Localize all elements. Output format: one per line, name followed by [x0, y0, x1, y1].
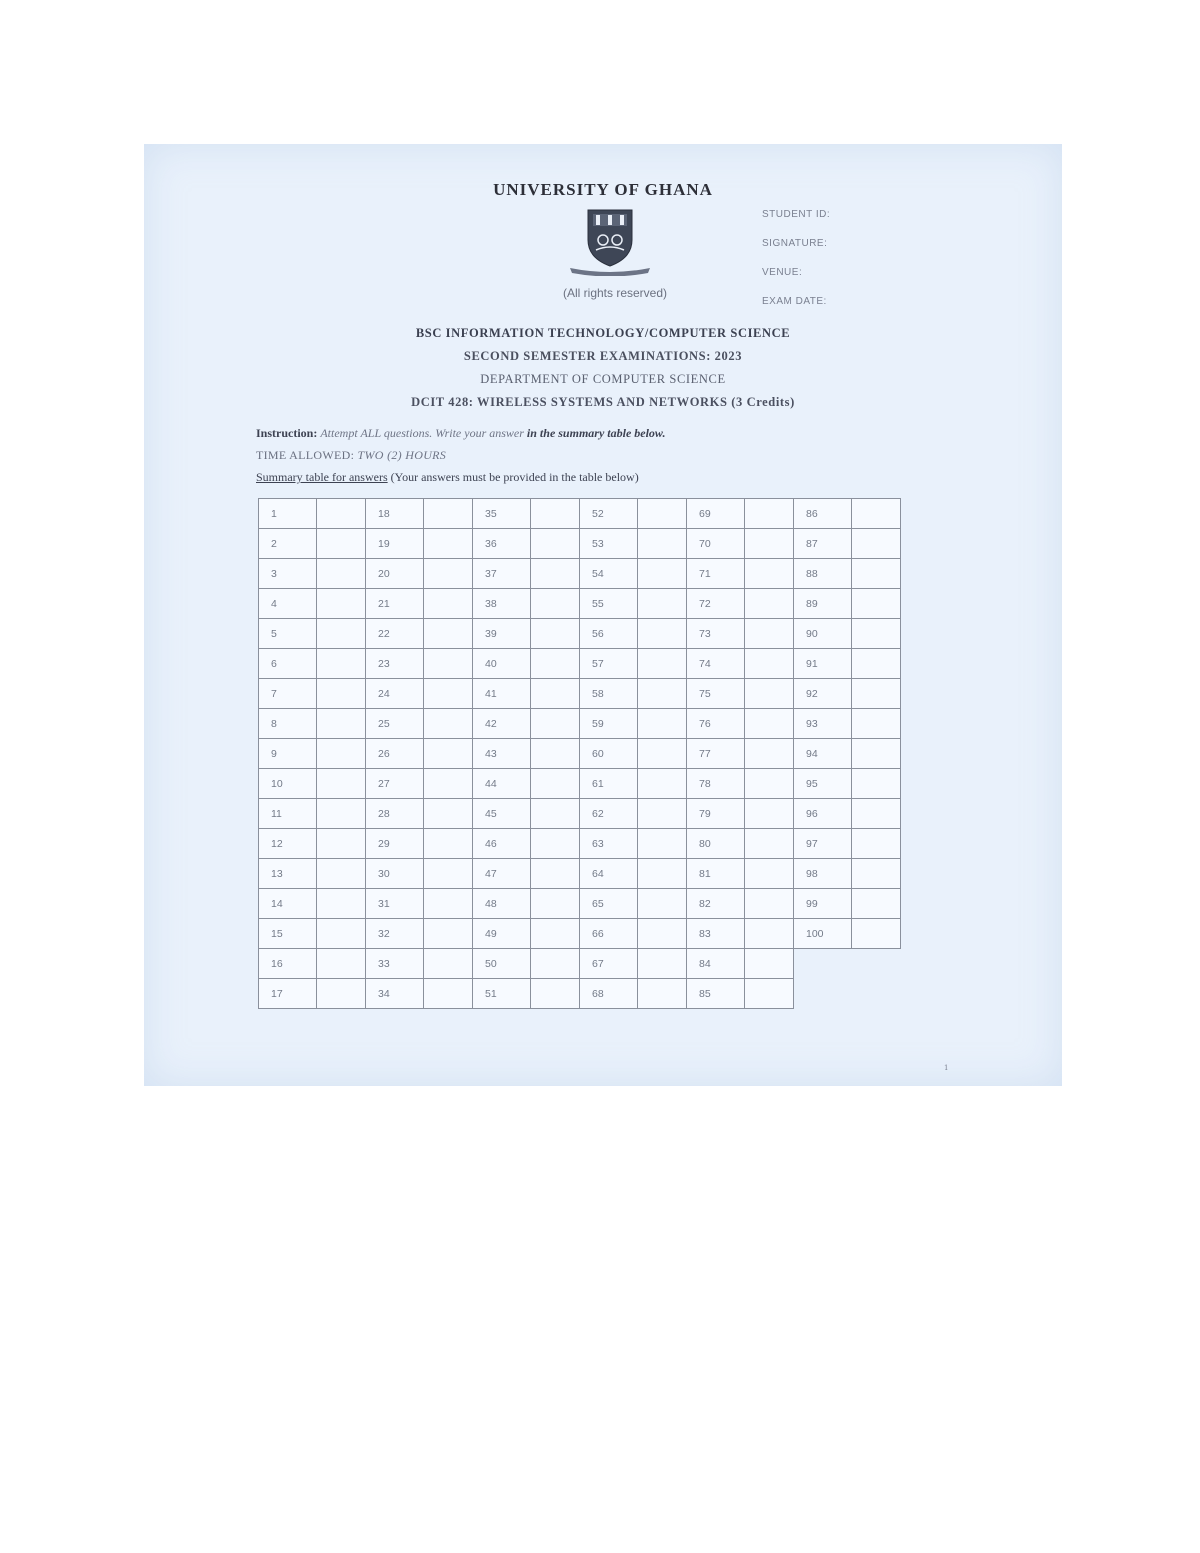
question-number: 17: [259, 979, 317, 1009]
question-number: 78: [687, 769, 745, 799]
table-row: [259, 889, 901, 919]
question-number: 79: [687, 799, 745, 829]
answer-cell[interactable]: [424, 889, 473, 919]
answer-cell[interactable]: [852, 709, 901, 739]
answer-cell[interactable]: [745, 979, 794, 1009]
question-number: 76: [687, 709, 745, 739]
answer-cell[interactable]: [424, 589, 473, 619]
answer-cell[interactable]: [531, 619, 580, 649]
programme-title: BSC INFORMATION TECHNOLOGY/COMPUTER SCIENCE: [415, 326, 791, 340]
table-row: [259, 679, 901, 709]
question-number: 65: [580, 889, 638, 919]
empty-cell: [794, 979, 852, 1009]
answer-cell[interactable]: [638, 859, 687, 889]
question-number: 67: [580, 949, 638, 979]
question-number: 10: [259, 769, 317, 799]
answer-cell[interactable]: [424, 949, 473, 979]
question-number: 52: [580, 499, 638, 529]
answer-cell[interactable]: [424, 559, 473, 589]
answer-cell[interactable]: [317, 499, 366, 529]
question-number: 23: [366, 649, 424, 679]
question-number: 84: [687, 949, 745, 979]
question-number: 49: [473, 919, 531, 949]
table-row: [259, 499, 901, 529]
question-number: 58: [580, 679, 638, 709]
table-row: [259, 829, 901, 859]
table-row: [259, 529, 901, 559]
answer-cell[interactable]: [745, 949, 794, 979]
question-number: 96: [794, 799, 852, 829]
question-number: 82: [687, 889, 745, 919]
answer-cell[interactable]: [317, 769, 366, 799]
instruction-emphasis: in the summary table below.: [526, 426, 666, 440]
table-row: [259, 709, 901, 739]
question-number: 95: [794, 769, 852, 799]
answer-cell[interactable]: [317, 949, 366, 979]
answer-cell[interactable]: [638, 679, 687, 709]
answer-cell[interactable]: [531, 769, 580, 799]
question-number: 2: [259, 529, 317, 559]
answer-cell[interactable]: [852, 649, 901, 679]
question-number: 75: [687, 679, 745, 709]
answer-cell[interactable]: [852, 739, 901, 769]
question-number: 70: [687, 529, 745, 559]
answer-cell[interactable]: [638, 589, 687, 619]
answer-cell[interactable]: [317, 889, 366, 919]
question-number: 93: [794, 709, 852, 739]
answer-cell[interactable]: [852, 889, 901, 919]
question-number: 30: [366, 859, 424, 889]
table-row: [259, 919, 901, 949]
answer-cell[interactable]: [638, 709, 687, 739]
table-row: [259, 769, 901, 799]
question-number: 21: [366, 589, 424, 619]
course-title: DCIT 428: WIRELESS SYSTEMS AND NETWORKS (3 Credits): [411, 395, 795, 409]
university-crest-icon: [566, 206, 654, 276]
question-number: 73: [687, 619, 745, 649]
answer-cell[interactable]: [317, 799, 366, 829]
exam-title: SECOND SEMESTER EXAMINATIONS: 2023: [463, 349, 743, 363]
question-number: 18: [366, 499, 424, 529]
answer-cell[interactable]: [424, 799, 473, 829]
question-number: 14: [259, 889, 317, 919]
time-allowed-label: TIME ALLOWED:: [256, 448, 355, 462]
question-number: 16: [259, 949, 317, 979]
table-row: [259, 979, 901, 1009]
question-number: 57: [580, 649, 638, 679]
answer-cell[interactable]: [317, 739, 366, 769]
answer-cell[interactable]: [531, 799, 580, 829]
question-number: 19: [366, 529, 424, 559]
answer-cell[interactable]: [852, 799, 901, 829]
question-number: 8: [259, 709, 317, 739]
scanned-exam-page: [144, 144, 1062, 1086]
question-number: 50: [473, 949, 531, 979]
answer-cell[interactable]: [745, 589, 794, 619]
question-number: 72: [687, 589, 745, 619]
answer-cell[interactable]: [531, 649, 580, 679]
answer-cell[interactable]: [531, 589, 580, 619]
question-number: 63: [580, 829, 638, 859]
university-title: UNIVERSITY OF GHANA: [493, 180, 713, 199]
answer-cell[interactable]: [317, 829, 366, 859]
question-number: 91: [794, 649, 852, 679]
answer-cell[interactable]: [424, 529, 473, 559]
question-number: 35: [473, 499, 531, 529]
question-number: 28: [366, 799, 424, 829]
table-row: [259, 799, 901, 829]
answer-cell[interactable]: [852, 559, 901, 589]
answer-cell[interactable]: [638, 829, 687, 859]
answer-cell[interactable]: [531, 859, 580, 889]
answer-cell[interactable]: [638, 619, 687, 649]
question-number: 27: [366, 769, 424, 799]
question-number: 20: [366, 559, 424, 589]
question-number: 13: [259, 859, 317, 889]
answer-cell[interactable]: [531, 829, 580, 859]
empty-cell: [794, 949, 852, 979]
answer-cell[interactable]: [852, 619, 901, 649]
question-number: 90: [794, 619, 852, 649]
question-number: 6: [259, 649, 317, 679]
summary-note: (Your answers must be provided in the table below): [390, 470, 639, 484]
question-number: 15: [259, 919, 317, 949]
table-row: [259, 859, 901, 889]
answer-cell[interactable]: [852, 829, 901, 859]
answer-cell[interactable]: [745, 709, 794, 739]
question-number: 5: [259, 619, 317, 649]
question-number: 56: [580, 619, 638, 649]
answer-cell[interactable]: [317, 649, 366, 679]
question-number: 80: [687, 829, 745, 859]
answer-cell[interactable]: [852, 529, 901, 559]
answer-cell[interactable]: [745, 829, 794, 859]
question-number: 38: [473, 589, 531, 619]
answer-cell[interactable]: [424, 859, 473, 889]
question-number: 9: [259, 739, 317, 769]
question-number: 85: [687, 979, 745, 1009]
question-number: 71: [687, 559, 745, 589]
question-number: 48: [473, 889, 531, 919]
question-number: 1: [259, 499, 317, 529]
answer-cell[interactable]: [638, 769, 687, 799]
question-number: 62: [580, 799, 638, 829]
question-number: 97: [794, 829, 852, 859]
answer-cell[interactable]: [852, 499, 901, 529]
rights-reserved: (All rights reserved): [562, 286, 668, 300]
answer-summary-table: [258, 498, 901, 1009]
table-row: [259, 559, 901, 589]
question-number: 100: [794, 919, 852, 949]
answer-cell[interactable]: [638, 919, 687, 949]
answer-cell[interactable]: [852, 769, 901, 799]
answer-cell[interactable]: [745, 919, 794, 949]
question-number: 11: [259, 799, 317, 829]
answer-cell[interactable]: [531, 889, 580, 919]
answer-cell[interactable]: [638, 949, 687, 979]
answer-cell[interactable]: [745, 679, 794, 709]
answer-cell[interactable]: [424, 709, 473, 739]
answer-cell[interactable]: [638, 559, 687, 589]
student-id-label: STUDENT ID:: [762, 209, 831, 220]
question-number: 44: [473, 769, 531, 799]
answer-cell[interactable]: [531, 679, 580, 709]
answer-cell[interactable]: [424, 769, 473, 799]
answer-cell[interactable]: [852, 919, 901, 949]
answer-cell[interactable]: [745, 739, 794, 769]
question-number: 46: [473, 829, 531, 859]
question-number: 36: [473, 529, 531, 559]
answer-cell[interactable]: [745, 619, 794, 649]
venue-label: VENUE:: [762, 267, 803, 278]
question-number: 54: [580, 559, 638, 589]
answer-cell[interactable]: [745, 799, 794, 829]
question-number: 29: [366, 829, 424, 859]
summary-heading: [256, 470, 639, 485]
question-number: 43: [473, 739, 531, 769]
question-number: 83: [687, 919, 745, 949]
exam-date-label: EXAM DATE:: [762, 296, 827, 307]
question-number: 22: [366, 619, 424, 649]
answer-cell[interactable]: [745, 769, 794, 799]
question-number: 87: [794, 529, 852, 559]
answer-cell[interactable]: [424, 739, 473, 769]
question-number: 32: [366, 919, 424, 949]
question-number: 88: [794, 559, 852, 589]
question-number: 92: [794, 679, 852, 709]
answer-cell[interactable]: [317, 589, 366, 619]
question-number: 55: [580, 589, 638, 619]
question-number: 74: [687, 649, 745, 679]
instruction-label: Instruction:: [256, 426, 318, 440]
table-row: [259, 619, 901, 649]
answer-cell[interactable]: [638, 979, 687, 1009]
answer-cell[interactable]: [317, 529, 366, 559]
table-row: [259, 589, 901, 619]
question-number: 7: [259, 679, 317, 709]
table-row: [259, 949, 901, 979]
signature-label: SIGNATURE:: [762, 238, 828, 249]
question-number: 34: [366, 979, 424, 1009]
answer-cell[interactable]: [317, 919, 366, 949]
answer-cell[interactable]: [531, 559, 580, 589]
question-number: 41: [473, 679, 531, 709]
table-row: [259, 649, 901, 679]
question-number: 37: [473, 559, 531, 589]
question-number: 24: [366, 679, 424, 709]
answer-cell[interactable]: [317, 979, 366, 1009]
question-number: 26: [366, 739, 424, 769]
answer-cell[interactable]: [424, 919, 473, 949]
question-number: 47: [473, 859, 531, 889]
course-info: [144, 322, 1062, 414]
question-number: 81: [687, 859, 745, 889]
question-number: 86: [794, 499, 852, 529]
answer-cell[interactable]: [424, 619, 473, 649]
question-number: 69: [687, 499, 745, 529]
student-fields: [762, 200, 830, 316]
answer-cell[interactable]: [638, 739, 687, 769]
question-number: 39: [473, 619, 531, 649]
question-number: 99: [794, 889, 852, 919]
answer-cell[interactable]: [317, 859, 366, 889]
answer-cell[interactable]: [424, 499, 473, 529]
question-number: 77: [687, 739, 745, 769]
department-title: DEPARTMENT OF COMPUTER SCIENCE: [480, 372, 726, 386]
question-number: 59: [580, 709, 638, 739]
question-number: 98: [794, 859, 852, 889]
answer-cell[interactable]: [531, 979, 580, 1009]
answer-cell[interactable]: [745, 859, 794, 889]
answer-cell[interactable]: [317, 619, 366, 649]
question-number: 42: [473, 709, 531, 739]
answer-cell[interactable]: [638, 649, 687, 679]
empty-cell: [852, 979, 901, 1009]
question-number: 51: [473, 979, 531, 1009]
answer-cell[interactable]: [745, 889, 794, 919]
time-allowed-value: TWO (2) HOURS: [357, 448, 447, 462]
answer-cell[interactable]: [317, 709, 366, 739]
answer-cell[interactable]: [745, 529, 794, 559]
question-number: 33: [366, 949, 424, 979]
summary-title: Summary table for answers: [256, 470, 388, 484]
answer-cell[interactable]: [317, 559, 366, 589]
answer-cell[interactable]: [531, 739, 580, 769]
answer-cell[interactable]: [424, 829, 473, 859]
answer-cell[interactable]: [638, 499, 687, 529]
answer-cell[interactable]: [531, 529, 580, 559]
answer-cell[interactable]: [531, 709, 580, 739]
answer-cell[interactable]: [638, 889, 687, 919]
question-number: 4: [259, 589, 317, 619]
instructions: [256, 422, 665, 466]
question-number: 66: [580, 919, 638, 949]
question-number: 3: [259, 559, 317, 589]
answer-cell[interactable]: [424, 649, 473, 679]
answer-cell[interactable]: [424, 979, 473, 1009]
answer-cell[interactable]: [745, 649, 794, 679]
question-number: 94: [794, 739, 852, 769]
answer-cell[interactable]: [531, 919, 580, 949]
question-number: 89: [794, 589, 852, 619]
answer-cell[interactable]: [638, 799, 687, 829]
answer-cell[interactable]: [638, 529, 687, 559]
empty-cell: [852, 949, 901, 979]
answer-cell[interactable]: [531, 499, 580, 529]
question-number: 45: [473, 799, 531, 829]
answer-cell[interactable]: [852, 589, 901, 619]
question-number: 25: [366, 709, 424, 739]
answer-cell[interactable]: [745, 559, 794, 589]
answer-cell[interactable]: [852, 859, 901, 889]
question-number: 68: [580, 979, 638, 1009]
question-number: 40: [473, 649, 531, 679]
question-number: 12: [259, 829, 317, 859]
table-row: [259, 739, 901, 769]
answer-cell[interactable]: [745, 499, 794, 529]
answer-cell[interactable]: [424, 679, 473, 709]
instruction-text: Attempt ALL questions. Write your answer: [320, 426, 524, 440]
answer-cell[interactable]: [852, 679, 901, 709]
question-number: 60: [580, 739, 638, 769]
answer-cell[interactable]: [317, 679, 366, 709]
answer-cell[interactable]: [531, 949, 580, 979]
question-number: 53: [580, 529, 638, 559]
page-number: 1: [944, 1064, 949, 1072]
question-number: 61: [580, 769, 638, 799]
question-number: 64: [580, 859, 638, 889]
question-number: 31: [366, 889, 424, 919]
